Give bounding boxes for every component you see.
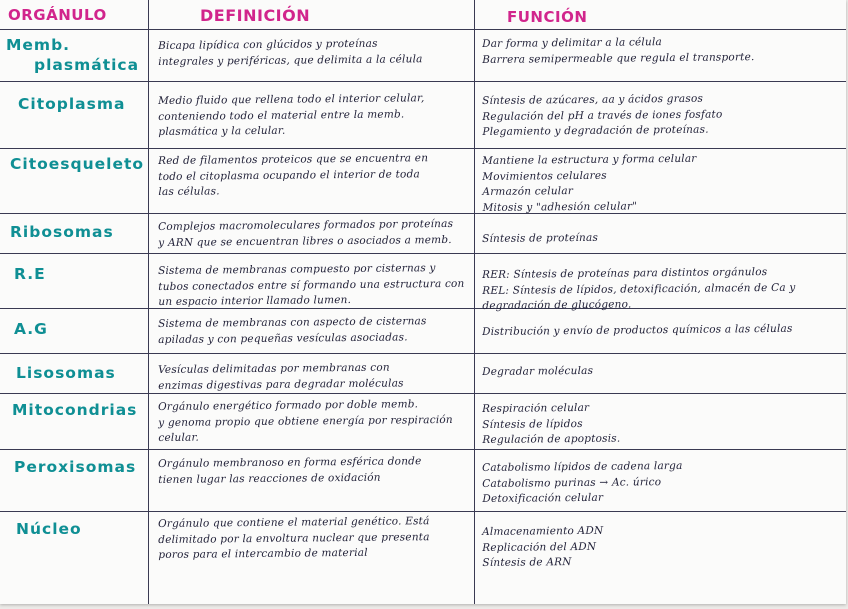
function-line: Regulación de apoptosis. <box>482 432 621 446</box>
organelle-name-line: Citoplasma <box>18 95 126 113</box>
definition-line: tubos conectados entre sí formando una estructura con <box>158 277 465 293</box>
function-cell <box>482 401 620 449</box>
definition-line: un espacio interior llamado lumen. <box>158 293 352 308</box>
definition-cell <box>158 397 453 447</box>
definition-line: tienen lugar las reacciones de oxidación <box>158 471 381 486</box>
definition-cell <box>158 91 425 140</box>
definition-line: Orgánulo membranoso en forma esférica donde <box>158 455 422 470</box>
function-line: Síntesis de proteínas <box>482 231 599 245</box>
function-line: Catabolismo purinas → Ac. úrico <box>482 475 662 490</box>
organelle-name <box>0 363 116 383</box>
function-line: Síntesis de lípidos <box>482 417 583 431</box>
header-funcion: FUNCIÓN <box>507 8 588 26</box>
organelle-name-line: R.E <box>14 265 46 283</box>
row-divider <box>0 449 846 450</box>
row-divider <box>0 511 846 512</box>
organelle-name <box>0 222 114 242</box>
definition-line: Sistema de membranas compuesto por cisternas y <box>158 262 436 277</box>
organelle-name-line: Ribosomas <box>10 223 114 241</box>
function-line: Detoxificación celular <box>482 491 604 505</box>
organelle-name-line: Núcleo <box>16 520 82 538</box>
definition-line: poros para el intercambio de material <box>158 546 368 561</box>
header-organulo: ORGÁNULO <box>8 6 107 24</box>
function-cell <box>482 524 604 572</box>
organelle-name-line: Mitocondrias <box>12 401 138 419</box>
function-line: Síntesis de azúcares, aa y ácidos grasos <box>482 92 704 107</box>
definition-line: conteniendo todo el material entre la memb. <box>158 107 405 123</box>
function-cell <box>482 265 796 315</box>
function-line: Regulación del pH a través de iones fosfato <box>482 107 723 123</box>
definition-line: apiladas y con pequeñas vesículas asociadas. <box>158 330 408 346</box>
function-cell <box>482 152 697 216</box>
definition-line: integrales y periféricas, que delimita a la célula <box>158 52 423 68</box>
definition-cell <box>158 217 453 251</box>
definition-line: plasmática y la celular. <box>158 124 286 138</box>
definition-line: las células. <box>158 185 220 198</box>
function-line: Mitosis y "adhesión celular" <box>482 199 638 214</box>
definition-line: Red de filamentos proteicos que se encuentra en <box>158 152 429 167</box>
function-cell <box>482 91 723 140</box>
function-line: Mantiene la estructura y forma celular <box>482 152 697 167</box>
organelle-name-line: Citoesqueleto <box>10 155 145 173</box>
organelle-name <box>0 457 136 477</box>
definition-cell <box>158 514 430 563</box>
definition-line: delimitado por la envoltura nuclear que presenta <box>158 530 430 546</box>
definition-line: todo el citoplasma ocupando el interior de toda <box>158 167 420 183</box>
row-divider <box>0 253 846 254</box>
organelle-name-line: A.G <box>14 320 48 338</box>
organelle-name-line: Peroxisomas <box>14 458 137 476</box>
row-divider <box>0 148 846 149</box>
definition-cell <box>158 151 429 200</box>
function-line: Degradar moléculas <box>482 364 594 378</box>
header-definicion: DEFINICIÓN <box>200 6 311 25</box>
definition-cell <box>158 261 465 311</box>
organelle-name <box>0 519 82 539</box>
function-cell <box>482 364 593 381</box>
definition-line: Medio fluido que rellena todo el interior celular, <box>158 92 425 107</box>
definition-line: Orgánulo que contiene el material genético. Está <box>158 515 430 530</box>
definition-line: celular. <box>158 431 200 444</box>
function-line: Catabolismo lípidos de cadena larga <box>482 459 683 474</box>
organelle-name <box>0 264 46 284</box>
definition-line: y genoma propio que obtiene energía por respiración <box>158 413 453 429</box>
function-line: Respiración celular <box>482 401 590 415</box>
row-divider <box>0 213 846 214</box>
definition-line: Bicapa lipídica con glúcidos y proteínas <box>158 37 378 52</box>
organelle-name <box>0 319 48 339</box>
organelle-name-line: plasmática <box>34 56 140 74</box>
function-line: Replicación del ADN <box>482 540 597 554</box>
function-line: Dar forma y delimitar a la célula <box>482 36 663 50</box>
definition-line: y ARN que se encuentran libres o asociados a memb. <box>158 233 452 249</box>
definition-line: Complejos macromoleculares formados por proteínas <box>158 217 454 233</box>
function-line: Síntesis de ARN <box>482 556 572 569</box>
organelle-name <box>0 400 137 420</box>
row-divider <box>0 29 846 30</box>
organelle-name <box>0 94 125 114</box>
function-line: REL: Síntesis de lípidos, detoxificación, almacén de Ca y <box>482 281 796 297</box>
function-cell <box>482 34 755 68</box>
function-line: Barrera semipermeable que regula el transporte. <box>482 50 755 66</box>
function-cell <box>482 459 683 508</box>
function-line: Distribución y envío de productos químicos a las células <box>482 322 793 338</box>
organelle-name <box>0 154 144 174</box>
function-line: Plegamiento y degradación de proteínas. <box>482 123 709 138</box>
definition-cell <box>158 360 404 394</box>
organelle-name-line: Lisosomas <box>16 364 116 382</box>
function-line: degradación de glucógeno. <box>482 298 632 312</box>
function-line: Movimientos celulares <box>482 169 607 183</box>
column-divider <box>474 0 475 604</box>
function-line: Almacenamiento ADN <box>482 524 604 538</box>
organelle-name <box>0 35 139 75</box>
function-cell <box>482 322 793 341</box>
row-divider <box>0 353 846 354</box>
definition-cell <box>158 314 427 348</box>
function-line: Armazón celular <box>482 185 574 198</box>
column-divider <box>148 0 149 604</box>
organelle-name-line: Memb. <box>6 36 71 54</box>
row-divider <box>0 393 846 394</box>
definition-line: enzimas digestivas para degradar moléculas <box>158 376 404 392</box>
definition-line: Orgánulo energético formado por doble memb. <box>158 398 419 413</box>
definition-line: Vesículas delimitadas por membranas con <box>158 361 390 376</box>
definition-cell <box>158 454 422 488</box>
function-cell <box>482 231 598 248</box>
definition-cell <box>158 36 423 70</box>
function-line: RER: Síntesis de proteínas para distintos orgánulos <box>482 266 768 281</box>
definition-line: Sistema de membranas con aspecto de cisternas <box>158 315 427 330</box>
row-divider <box>0 81 846 82</box>
